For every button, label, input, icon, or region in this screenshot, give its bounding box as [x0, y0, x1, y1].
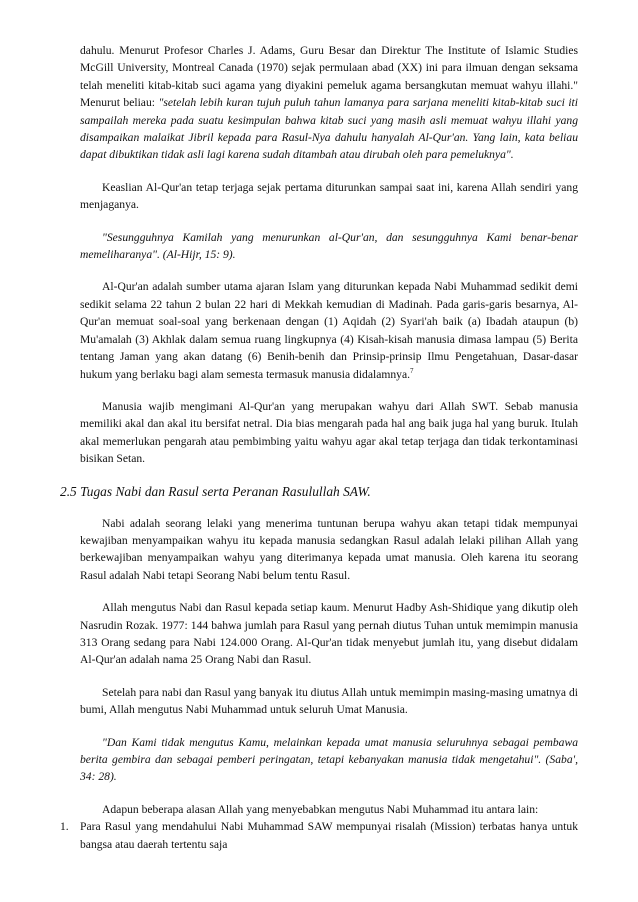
page-content — [60, 42, 578, 853]
paragraph-jumlah-rasul: Allah mengutus Nabi dan Rasul kepada setiap kaum. Menurut Hadby Ash-Shidique yang dikutip oleh Nasrudin Rozak. 1977: 144 bahwa jumlah para Rasul yang pernah diutus Tuhan untuk memimpin manusia 313 Orang sedang para Nabi 124.000 Orang. Al-Qur'an tidak menyebut jumlah itu, yang disebut didalam Al-Qur'an adalah nama 25 Orang Nabi dan Rasul. — [80, 601, 578, 667]
paragraph-sumber-ajaran — [80, 278, 578, 382]
paragraph-alasan-intro: Adapun beberapa alasan Allah yang menyebabkan mengutus Nabi Muhammad itu antara lain: — [102, 802, 539, 816]
footnote-marker: 7 — [410, 366, 414, 375]
paragraph-sumber-text: Al-Qur'an adalah sumber utama ajaran Islam yang diturunkan kepada Nabi Muhammad sedikit demi sedikit selama 22 tahun 2 bulan 22 hari di Mekkah kemudian di Madinah. Pada garis-garis besarnya, Al-Qur'an memuat soal-soal yang berkenaan dengan (1) Aqidah (2) Syari'ah baik (a) Ibadah ataupun (b) Mu'amalah (3) Akhlak dalam semua ruang lingkupnya (4) Kisah-kisah manusia dimasa lampau (5) Berita tentang Jaman yang akan datang (6) Benih-benih dan Prinsip-prinsip Ilmu Pengetahuan, Dasar-dasar hukum yang berlaku bagi alam semesta termasuk manusia didalamnya. — [80, 280, 578, 381]
paragraph-keaslian: Keaslian Al-Qur'an tetap terjaga sejak pertama diturunkan sampai saat ini, karena Allah sendiri yang menjaganya. — [80, 180, 578, 212]
paragraph-intro — [80, 42, 578, 164]
paragraph-intro-text: dahulu. Menurut Profesor Charles J. Adams, Guru Besar dan Direktur The Institute of Islamic Studies McGill University, Montreal Canada (1970) sejak permulaan abad (XX) ini para ilmuan dengan seksama telah meneliti kitab-kitab suci agama yang diyakini pemeluk agama bersangkutan memuat wahyu illahi." Menurut beliau: — [80, 44, 578, 110]
paragraph-nabi-rasul: Nabi adalah seorang lelaki yang menerima tuntunan berupa wahyu akan tetapi tidak mempunyai kewajiban menyampaikan wahyu itu kepada manusia sedangkan Rasul adalah lelaki pilihan Allah yang berkewajiban menyampaikan wahyu yang diterimanya kepada umat manusia. Oleh karena itu seorang Rasul adalah Nabi tetapi Seorang Nabi belum tentu Rasul. — [80, 516, 578, 582]
quote-saba: "Dan Kami tidak mengutus Kamu, melainkan kepada umat manusia seluruhnya sebagai pembawa berita gembira dan sebagai pemberi peringatan, tetapi kebanyakan manusia tidak mengetahui". (Saba', 34: 28). — [80, 735, 578, 784]
paragraph-wajib-mengimani: Manusia wajib mengimani Al-Qur'an yang merupakan wahyu dari Allah SWT. Sebab manusia memiliki akal dan akal itu bersifat netral. Dia bias mengarah pada hal ang baik juga hal yang buruk. Itulah akal memerlukan pengarah atau pembimbing yaitu wahyu agar akal tetap terjaga dan tidak terkontaminasi bisikan Setan. — [80, 399, 578, 466]
list-item-text: Para Rasul yang mendahului Nabi Muhammad SAW mempunyai risalah (Mission) terbatas hanya untuk bangsa atau daerah tertentu saja — [80, 820, 578, 851]
paragraph-nabi-muhammad: Setelah para nabi dan Rasul yang banyak itu diutus Allah untuk memimpin masing-masing umatnya di bumi, Allah mengutus Nabi Muhammad untuk seluruh Umat Manusia. — [80, 685, 578, 717]
adams-quote: "setelah lebih kuran tujuh puluh tahun lamanya para sarjana meneliti kitab-kitab suci iti sampailah mereka pada suatu kesimpulan bahwa kitab suci yang masih asli memuat wahyu illahi yang disampaikan malaikat Jibril kepada para Rasul-Nya dahulu hanyalah Al-Qur'an. Yang lain, kata beliau dapat dibuktikan tidak asli lagi karena sudah ditambah atau dirubah oleh para pemeluknya". — [80, 96, 578, 162]
section-heading: 2.5 Tugas Nabi dan Rasul serta Peranan Rasulullah SAW. — [60, 483, 371, 499]
reasons-list — [60, 818, 578, 853]
quote-al-hijr: "Sesungguhnya Kamilah yang menurunkan al-Qur'an, dan sesungguhnya Kami benar-benar memeliharanya". (Al-Hijr, 15: 9). — [80, 230, 578, 262]
list-item-number: 1. — [60, 820, 69, 834]
list-item — [60, 818, 578, 853]
